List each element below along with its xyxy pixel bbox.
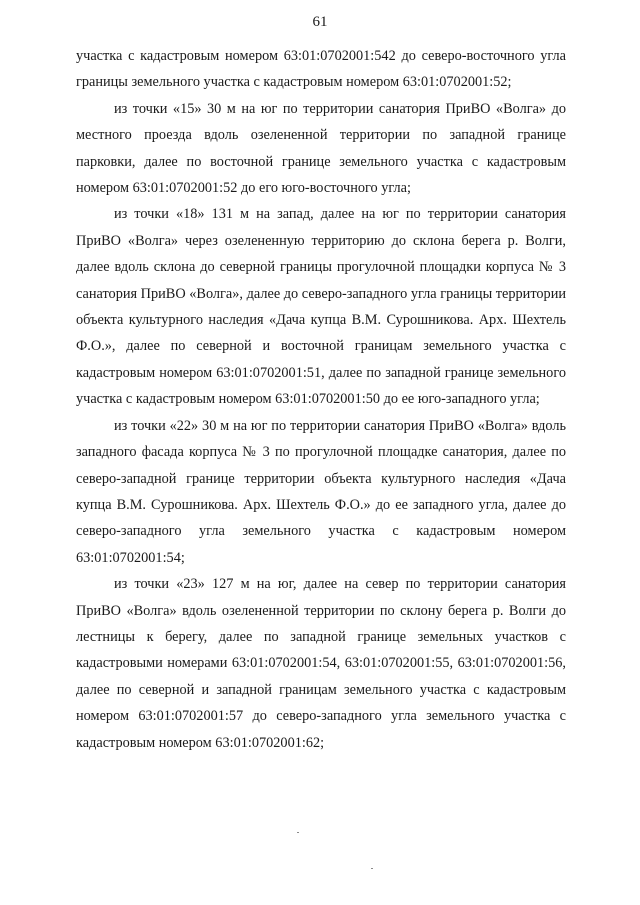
paragraph-point-22: из точки «22» 30 м на юг по территории санатория ПриВО «Волга» вдоль западного фасада корпуса № 3 по прогулочной площадке санатория, далее по северо-западной границе территории объекта культурного наследия «Дача купца В.М. Сурошникова. Арх. Шехтель Ф.О.» до ее западного угла, далее до северо-западного угла земельного участка с кадастровым номером 63:01:0702001:54; — [76, 417, 566, 566]
paragraph-point-23: из точки «23» 127 м на юг, далее на север по территории санатория ПриВО «Волга» вдоль озелененной территории по склону берега р. Волги до лестницы к берегу, далее по западной границе земельных участков с кадастровыми номерами 63:01:0702001:54, 63:01:0702001:55, 63:01:0702001:56, далее по северной и западной границам земельного участка с кадастровым номером 63:01:0702001:57 до северо-западного угла земельного участка с кадастровым номером 63:01:0702001:62; — [76, 576, 566, 751]
document-body — [76, 43, 566, 756]
paragraph-point-15: из точки «15» 30 м на юг по территории санатория ПриВО «Волга» до местного проезда вдоль озелененной территории по западной границе парковки, далее по восточной границе земельного участка с кадастровым номером 63:01:0702001:52 до его юго-восточного угла; — [76, 100, 566, 197]
page-number: 61 — [312, 14, 328, 30]
scan-artifact — [297, 832, 299, 833]
paragraph-point-18: из точки «18» 131 м на запад, далее на юг по территории санатория ПриВО «Волга» через озелененную территорию до склона берега р. Волги, далее вдоль склона до северной границы прогулочной площадки корпуса № 3 санатория ПриВО «Волга», далее до северо-западного угла границы территории объекта культурного наследия «Дача купца В.М. Сурошникова. Арх. Шехтель Ф.О.», далее по северной и восточной границам земельного участка с кадастровым номером 63:01:0702001:51, далее по западной границе земельного участка с кадастровым номером 63:01:0702001:50 до ее юго-западного угла; — [76, 206, 566, 408]
paragraph-continuation: участка с кадастровым номером 63:01:0702001:542 до северо-восточного угла границы земельного участка с кадастровым номером 63:01:0702001:52; — [76, 48, 566, 91]
scan-artifact — [371, 868, 373, 869]
